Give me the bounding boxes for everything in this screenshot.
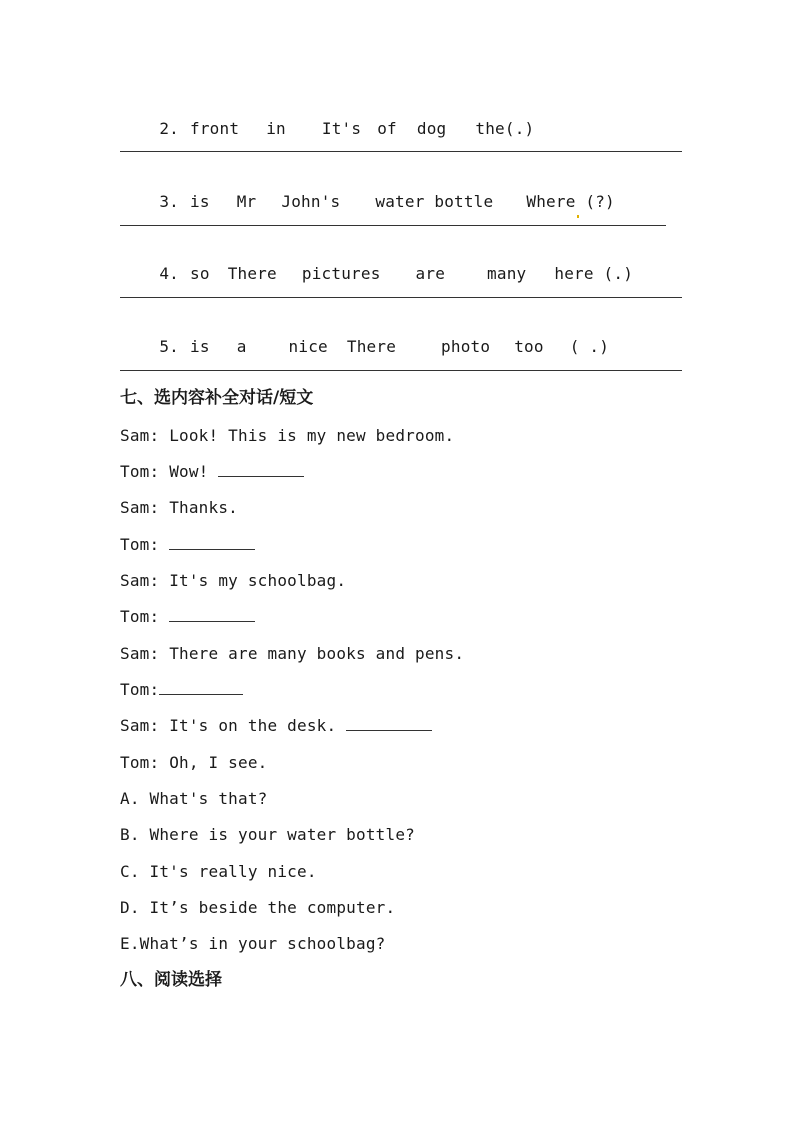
task-number: 5. [159, 337, 180, 356]
sentence-task-4 [120, 244, 633, 304]
section-7-title: 七、选内容补全对话/短文 [120, 388, 314, 408]
answer-blank[interactable] [159, 680, 243, 695]
speaker: Sam: [120, 571, 160, 590]
scrambled-word: nice [288, 337, 328, 356]
scrambled-word: photo [441, 337, 491, 356]
speaker: Tom: [120, 680, 160, 699]
dialogue-text: Look! This is my new bedroom. [169, 426, 455, 445]
scrambled-word: John's [281, 192, 341, 211]
option-e: E.What’s in your schoolbag? [120, 934, 386, 953]
speaker: Tom: [120, 535, 160, 554]
answer-line-4[interactable] [120, 297, 682, 298]
dialogue-line [120, 607, 255, 627]
speaker: Tom: [120, 462, 160, 481]
scrambled-word: here (.) [554, 264, 634, 283]
speaker: Sam: [120, 644, 160, 663]
option-d: D. It’s beside the computer. [120, 898, 396, 917]
answer-blank[interactable] [346, 716, 432, 731]
scrambled-word: a [236, 337, 247, 356]
answer-blank[interactable] [169, 607, 255, 622]
dialogue-text: Wow! [169, 462, 209, 481]
scrambled-word: of [377, 119, 397, 138]
dialogue-text: There are many books and pens. [169, 644, 465, 663]
answer-line-5[interactable] [120, 370, 682, 371]
dialogue-line [120, 753, 268, 773]
scrambled-word: in [266, 119, 286, 138]
scrambled-word: Where (?) [526, 192, 615, 211]
answer-blank[interactable] [169, 535, 255, 550]
scrambled-word: too [514, 337, 544, 356]
sentence-task-5 [120, 317, 609, 377]
scrambled-word: water bottle [375, 192, 494, 211]
task-number: 3. [159, 192, 180, 211]
speaker: Sam: [120, 426, 160, 445]
speaker: Sam: [120, 716, 160, 735]
option-b: B. Where is your water bottle? [120, 825, 415, 844]
dialogue-line [120, 535, 255, 555]
option-a: A. What's that? [120, 789, 268, 808]
dialogue-line [120, 716, 432, 736]
scrambled-word: ( .) [569, 337, 610, 356]
answer-line-2[interactable] [120, 151, 682, 152]
dialogue-line [120, 571, 346, 591]
task-number: 2. [159, 119, 180, 138]
stray-mark [577, 215, 579, 218]
dialogue-text: It's my schoolbag. [169, 571, 347, 590]
dialogue-line [120, 426, 454, 446]
dialogue-text: Oh, I see. [169, 753, 268, 772]
option-c: C. It's really nice. [120, 862, 317, 881]
dialogue-line [120, 462, 304, 482]
scrambled-word: the(.) [475, 119, 535, 138]
speaker: Tom: [120, 753, 160, 772]
scrambled-word: is [190, 192, 210, 211]
dialogue-line [120, 680, 243, 700]
scrambled-word: so [190, 264, 210, 283]
answer-blank[interactable] [218, 462, 304, 477]
scrambled-word: is [190, 337, 210, 356]
dialogue-text: It's on the desk. [169, 716, 337, 735]
scrambled-word: front [190, 119, 240, 138]
sentence-task-3 [120, 172, 615, 232]
scrambled-word: It's [321, 119, 362, 138]
scrambled-word: pictures [301, 264, 381, 283]
section-8-title: 八、阅读选择 [120, 970, 222, 990]
scrambled-word: There [227, 264, 277, 283]
dialogue-text: Thanks. [169, 498, 239, 517]
speaker: Tom: [120, 607, 160, 626]
dialogue-line [120, 498, 238, 518]
scrambled-word: There [346, 337, 397, 356]
scrambled-word: dog [416, 119, 447, 138]
scrambled-word: Mr [236, 192, 257, 211]
dialogue-line [120, 644, 464, 664]
answer-line-3[interactable] [120, 225, 666, 226]
sentence-task-2 [120, 99, 534, 159]
scrambled-word: are [415, 264, 446, 283]
task-number: 4. [159, 264, 180, 283]
speaker: Sam: [120, 498, 160, 517]
scrambled-word: many [487, 264, 527, 283]
